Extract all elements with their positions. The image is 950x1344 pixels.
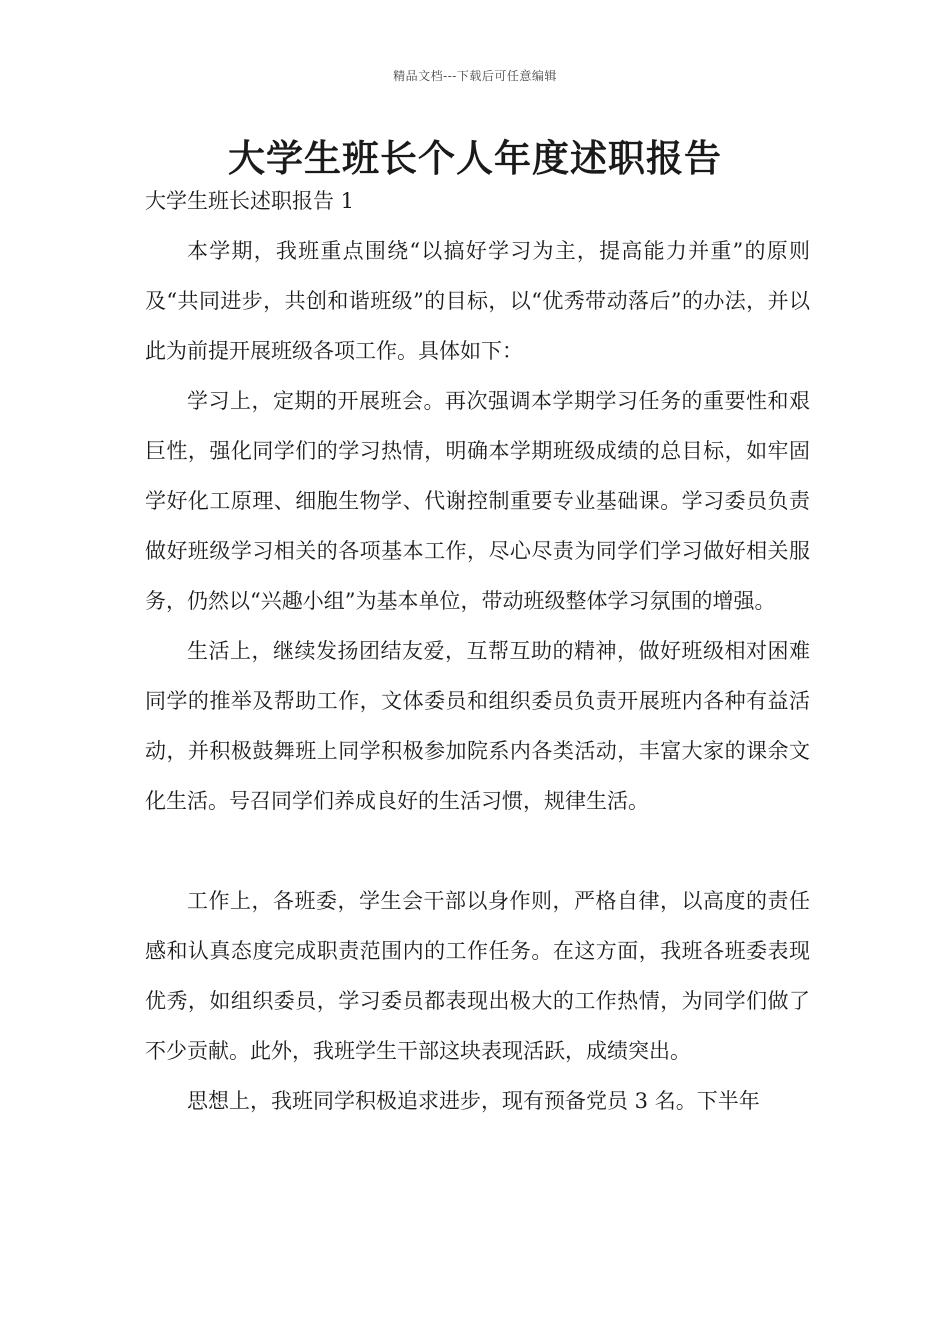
document-body xyxy=(145,226,810,1126)
paragraph-ideology: 思想上，我班同学积极追求进步，现有预备党员 3 名。下半年 xyxy=(187,1089,760,1113)
section-subtitle: 大学生班长述职报告 1 xyxy=(145,189,355,213)
paragraph-work: 工作上，各班委，学生会干部以身作则，严格自律，以高度的责任感和认真态度完成职责范围内的工作任务。在这方面，我班各班委表现优秀，如组织委员，学习委员都表现出极大的工作热情，为同学们做了不少贡献。此外，我班学生干部这块表现活跃，成绩突出。 xyxy=(145,889,810,1063)
document-title: 大学生班长个人年度述职报告 xyxy=(228,136,722,180)
paragraph-study: 学习上，定期的开展班会。再次强调本学期学习任务的重要性和艰巨性，强化同学们的学习热情，明确本学期班级成绩的总目标，如牢固学好化工原理、细胞生物学、代谢控制重要专业基础课。学习委员负责做好班级学习相关的各项基本工作，尽心尽责为同学们学习做好相关服务，仍然以“兴趣小组”为基本单位，带动班级整体学习氛围的增强。 xyxy=(145,389,810,613)
paragraph-life: 生活上，继续发扬团结友爱，互帮互助的精神，做好班级相对困难同学的推举及帮助工作，文体委员和组织委员负责开展班内各种有益活动，并积极鼓舞班上同学积极参加院系内各类活动，丰富大家的课余文化生活。号召同学们养成良好的生活习惯，规律生活。 xyxy=(145,639,810,813)
paragraph-spacer xyxy=(145,826,810,876)
paragraph-intro: 本学期，我班重点围绕“以搞好学习为主，提高能力并重”的原则及“共同进步，共创和谐班级”的目标，以“优秀带动落后”的办法，并以此为前提开展班级各项工作。具体如下： xyxy=(145,239,810,363)
header-note: 精品文档---下载后可任意编辑 xyxy=(393,69,557,83)
